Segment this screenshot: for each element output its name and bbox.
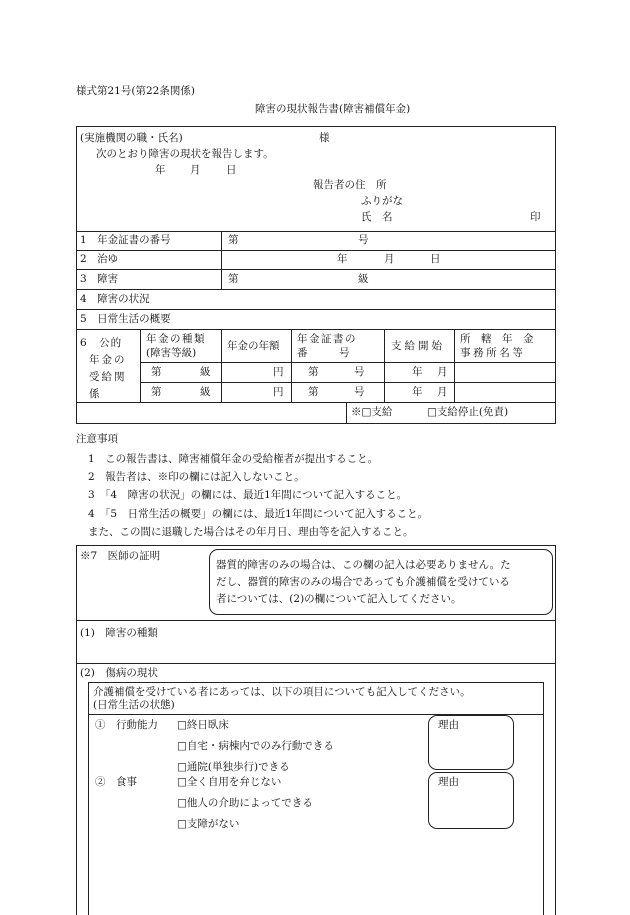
intro-text: 次のとおり障害の現状を報告します。 — [96, 148, 274, 160]
note-item-1: 1 この報告書は、障害補償年金の受給権者が提出すること。 — [88, 453, 379, 465]
row3-dai: 第 — [228, 273, 239, 285]
pension2-dai: 第 — [151, 386, 162, 398]
pension2-kyu: 級 — [200, 386, 211, 398]
reporter-furigana-label: ふりがな — [361, 195, 403, 207]
pension1-dai: 第 — [151, 366, 162, 378]
note-item-3: 3 「4 障害の状況」の欄には、最近1年間について記入すること。 — [88, 489, 408, 501]
recipient-label: (実施機関の職・氏名) — [80, 132, 183, 144]
row2-label: 2 治ゆ — [80, 253, 119, 265]
pension1-year: 年 — [412, 366, 423, 378]
meal-label: ② 食事 — [95, 776, 137, 788]
doctor-note-line1: 器質的障害のみの場合は、この欄の記入は必要ありません。た — [216, 559, 511, 571]
row2-month: 月 — [384, 253, 395, 265]
row3-kyu: 級 — [358, 273, 369, 285]
disability-type-label: (1) 障害の種類 — [80, 627, 158, 639]
doctor-note-line3: 者については、(2)の欄について記入してください。 — [216, 593, 462, 605]
pension1-cert-dai: 第 — [308, 366, 319, 378]
header-disability-grade: (障害等級) — [146, 347, 197, 359]
reporter-name-label: 氏 名 — [361, 211, 393, 223]
row1-dai: 第 — [228, 234, 239, 246]
header-pension-office: 所 轄 年 金 — [460, 333, 534, 345]
pension1-en: 円 — [273, 366, 284, 378]
seal-mark: 印 — [530, 211, 541, 223]
row6-label-line3: 受給関 — [89, 371, 127, 383]
header-payment-start: 支給開始 — [391, 340, 445, 352]
date-day: 日 — [226, 164, 237, 176]
note-item-4: 4 「5 日常生活の概要」の欄には、最近1年間について記入すること。 — [88, 508, 429, 520]
row4-label: 4 障害の状況 — [80, 293, 150, 305]
form-number: 様式第21号(第22条関係) — [76, 85, 195, 97]
meal-reason-label: 理由 — [438, 776, 459, 788]
status-paid: ※□支給 — [351, 406, 393, 418]
pension1-kyu: 級 — [200, 366, 211, 378]
row6-label-line1: 6 公的 — [80, 337, 123, 349]
mobility-reason-label: 理由 — [438, 719, 459, 731]
row6-label-line2: 年金の — [89, 354, 127, 366]
header-pension-office-2: 事務所名等 — [460, 347, 526, 359]
header-certificate-number-2: 番 号 — [297, 347, 350, 359]
mobility-label: ① 行動能力 — [95, 719, 158, 731]
row3-label: 3 障害 — [80, 273, 119, 285]
row1-label: 1 年金証書の番号 — [80, 234, 171, 246]
page-title: 障害の現状報告書(障害補償年金) — [255, 103, 411, 115]
header-annual-amount: 年金の年額 — [227, 340, 280, 352]
pension1-cert-go: 号 — [354, 366, 365, 378]
pension2-month: 月 — [437, 386, 448, 398]
row5-label: 5 日常生活の概要 — [80, 313, 171, 325]
notes-heading: 注意事項 — [76, 433, 118, 445]
note-item-5: また、この間に退職した場合はその年月日、理由等を記入すること。 — [88, 526, 414, 538]
doctor-label: ※7 医師の証明 — [80, 550, 161, 562]
condition-label: (2) 傷病の現状 — [80, 667, 158, 679]
pension2-year: 年 — [412, 386, 423, 398]
pension2-cert-go: 号 — [354, 386, 365, 398]
status-suspended: □支給停止(免責) — [427, 406, 509, 418]
mobility-option-1[interactable]: □終日臥床 — [177, 719, 229, 731]
row2-year: 年 — [337, 253, 348, 265]
header-certificate-number: 年金証書の — [297, 333, 357, 345]
row6-label-line4: 係 — [89, 388, 100, 400]
reporter-address-label: 報告者の住 所 — [313, 179, 387, 191]
recipient-honorific: 様 — [319, 132, 330, 144]
mobility-option-2[interactable]: □自宅・病棟内でのみ行動できる — [177, 740, 334, 752]
pension1-month: 月 — [437, 366, 448, 378]
meal-option-2[interactable]: □他人の介助によってできる — [177, 797, 313, 809]
row2-day: 日 — [430, 253, 441, 265]
date-year: 年 — [155, 164, 166, 176]
report-table — [76, 126, 556, 424]
date-month: 月 — [190, 164, 201, 176]
row1-go: 号 — [358, 234, 369, 246]
pension2-en: 円 — [273, 386, 284, 398]
note-item-2: 2 報告者は、※印の欄には記入しないこと。 — [88, 471, 305, 483]
doctor-note-line2: だし、器質的障害のみの場合であっても介護補償を受けている — [216, 576, 510, 588]
daily-state-label: (日常生活の状態) — [93, 699, 175, 711]
mobility-option-3[interactable]: □通院(単独歩行)できる — [177, 761, 290, 773]
care-note: 介護補償を受けている者にあっては、以下の項目についても記入してください。 — [93, 686, 471, 698]
pension2-cert-dai: 第 — [308, 386, 319, 398]
meal-option-1[interactable]: □全く自用を弁じない — [177, 776, 282, 788]
header-pension-kind: 年金の種類 — [146, 333, 206, 345]
meal-option-3[interactable]: □支障がない — [177, 818, 240, 830]
